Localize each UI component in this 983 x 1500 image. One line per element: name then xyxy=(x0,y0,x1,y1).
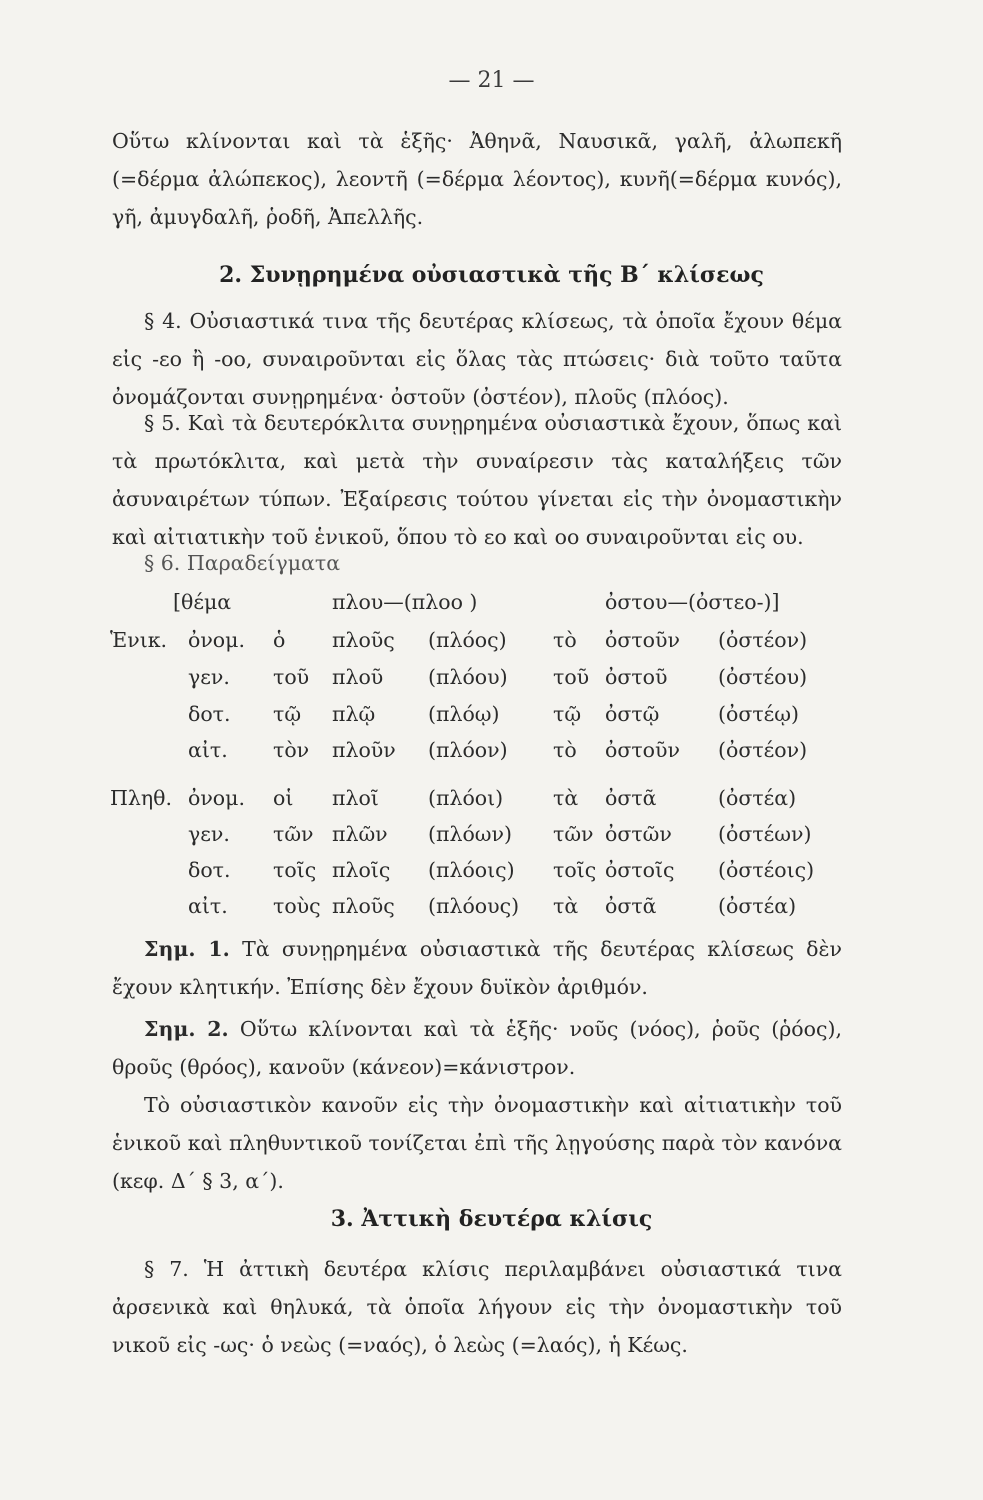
form-uncontracted-2: (ὀστέῳ) xyxy=(718,702,800,726)
header-stem-1: πλου—(πλοο ) xyxy=(332,590,478,614)
form-uncontracted-2: (ὀστέον) xyxy=(718,628,808,652)
article-2: τῶν xyxy=(553,822,594,846)
case-label: δοτ. xyxy=(188,702,231,726)
section-heading-3: 3. Ἀττικὴ δευτέρα κλίσις xyxy=(330,1206,653,1232)
case-label: δοτ. xyxy=(188,858,231,882)
case-label: γεν. xyxy=(188,822,230,846)
article-1: οἱ xyxy=(273,786,294,810)
article-1: τὸν xyxy=(273,738,310,762)
article-1: τοῖς xyxy=(273,858,317,882)
form-contracted-2: ὀστοῦ xyxy=(605,665,668,689)
form-contracted-2: ὀστᾶ xyxy=(605,786,657,810)
paradigm-header-row xyxy=(110,590,850,626)
paragraph-5: § 5. Καὶ τὰ δευτερόκλιτα συνῃρημένα οὐσιαστικὰ ἔχουν, ὅπως καὶ τὰ πρωτόκλιτα, καὶ μετὰ τὴν συναίρεσιν τὰς καταλήξεις τῶν ἀσυναιρέτων τύπων. Ἐξαίρεσις τούτου γίνεται εἰς τὴν ὀνομαστικὴν καὶ αἰτιατικὴν τοῦ ἑνικοῦ, ὅπου τὸ εο καὶ οο συναιροῦνται εἰς ου. xyxy=(112,411,842,549)
case-label: ὀνομ. xyxy=(188,786,245,810)
form-contracted-2: ὀστοῦν xyxy=(605,738,680,762)
form-uncontracted-2: (ὀστέου) xyxy=(718,665,808,689)
header-theme: [θέμα xyxy=(173,590,232,614)
paragraph-6: § 6. Παραδείγματα xyxy=(144,551,341,575)
form-uncontracted-2: (ὀστέα) xyxy=(718,894,797,918)
case-label: ὀνομ. xyxy=(188,628,245,652)
form-uncontracted-2: (ὀστέοις) xyxy=(718,858,815,882)
paragraph-4: § 4. Οὐσιαστικά τινα τῆς δευτέρας κλίσεως, τὰ ὁποῖα ἔχουν θέμα εἰς -εο ἢ -οο, συναιροῦνται εἰς ὅλας τὰς πτώσεις· διὰ τοῦτο ταῦτα ὀνομάζονται συνῃρημένα· ὀστοῦν (ὀστέον), πλοῦς (πλόος). xyxy=(112,309,842,409)
article-2: τοῖς xyxy=(553,858,597,882)
article-2: τῷ xyxy=(553,702,582,726)
form-uncontracted-1: (πλόῳ) xyxy=(428,702,500,726)
form-contracted-1: πλοῦς xyxy=(332,628,395,652)
form-contracted-1: πλοῦν xyxy=(332,738,396,762)
form-uncontracted-1: (πλόοις) xyxy=(428,858,515,882)
paradigm-row xyxy=(110,822,850,858)
form-contracted-1: πλοῖς xyxy=(332,858,391,882)
article-1: τοὺς xyxy=(273,894,321,918)
article-1: τῶν xyxy=(273,822,314,846)
article-1: τοῦ xyxy=(273,665,310,689)
form-contracted-1: πλῷ xyxy=(332,702,376,726)
row-number-label: Πληθ. xyxy=(110,786,173,810)
paradigm-row xyxy=(110,894,850,930)
article-2: τὸ xyxy=(553,628,577,652)
row-number-label: Ἑνικ. xyxy=(110,628,168,652)
article-2: τὰ xyxy=(553,786,579,810)
form-uncontracted-2: (ὀστέων) xyxy=(718,822,812,846)
form-uncontracted-1: (πλόον) xyxy=(428,738,508,762)
note-1-text: Τὰ συνῃρημένα οὐσιαστικὰ τῆς δευτέρας κλίσεως δὲν ἔχουν κλητικήν. Ἐπίσης δὲν ἔχουν δυϊκὸν ἀριθμόν. xyxy=(112,937,842,999)
paradigm-row xyxy=(110,702,850,738)
note-2-text: Οὕτω κλίνονται καὶ τὰ ἑξῆς· νοῦς (νόος), ῥοῦς (ῥόος), θροῦς (θρόος), κανοῦν (κάνεον)=κάνιστρον. xyxy=(112,1017,842,1079)
article-2: τὸ xyxy=(553,738,577,762)
note-2 xyxy=(112,1010,842,1086)
form-contracted-2: ὀστοῖς xyxy=(605,858,675,882)
form-uncontracted-2: (ὀστέα) xyxy=(718,786,797,810)
case-label: γεν. xyxy=(188,665,230,689)
paragraph-7: § 7. Ἡ ἀττικὴ δευτέρα κλίσις περιλαμβάνει οὐσιαστικά τινα ἀρσενικὰ καὶ θηλυκά, τὰ ὁποῖα λήγουν εἰς τὴν ὀνομαστικὴν τοῦ νικοῦ εἰς -ως· ὁ νεὼς (=ναός), ὁ λεὼς (=λαός), ἡ Κέως. xyxy=(112,1257,842,1357)
form-contracted-2: ὀστῶν xyxy=(605,822,672,846)
form-uncontracted-1: (πλόων) xyxy=(428,822,512,846)
note-2-label: Σημ. 2. xyxy=(144,1017,229,1041)
form-uncontracted-1: (πλόους) xyxy=(428,894,520,918)
paradigm-row xyxy=(110,858,850,894)
paradigm-row xyxy=(110,738,850,774)
accent-paragraph: Τὸ οὐσιαστικὸν κανοῦν εἰς τὴν ὀνομαστικὴν καὶ αἰτιατικὴν τοῦ ἑνικοῦ καὶ πληθυντικοῦ τονίζεται ἐπὶ τῆς λῃγούσης παρὰ τὸν κανόνα (κεφ. Δ΄ § 3, α΄). xyxy=(112,1093,842,1193)
header-stem-2: ὀστου—(ὀστεο-)] xyxy=(605,590,780,614)
paradigm-row xyxy=(110,665,850,701)
note-1-label: Σημ. 1. xyxy=(144,937,230,961)
paradigm-row xyxy=(110,628,850,664)
article-1: τῷ xyxy=(273,702,302,726)
form-contracted-2: ὀστῷ xyxy=(605,702,660,726)
form-contracted-1: πλοῖ xyxy=(332,786,379,810)
article-2: τὰ xyxy=(553,894,579,918)
form-contracted-1: πλοῦ xyxy=(332,665,384,689)
intro-paragraph: Οὕτω κλίνονται καὶ τὰ ἑξῆς· Ἀθηνᾶ, Ναυσικᾶ, γαλῆ, ἀλωπεκῆ (=δέρμα ἀλώπεκος), λεοντῆ (=δέρμα λέοντος), κυνῆ(=δέρμα κυνός), γῆ, ἀμυγδαλῆ, ῥοδῆ, Ἀπελλῆς. xyxy=(112,129,842,229)
form-contracted-2: ὀστοῦν xyxy=(605,628,680,652)
case-label: αἰτ. xyxy=(188,894,228,918)
article-1: ὁ xyxy=(273,628,286,652)
page-number: — 21 — xyxy=(448,68,535,93)
form-uncontracted-1: (πλόοι) xyxy=(428,786,504,810)
section-heading-2: 2. Συνῃρημένα οὐσιαστικὰ τῆς Β΄ κλίσεως xyxy=(219,262,764,288)
form-contracted-1: πλῶν xyxy=(332,822,388,846)
paradigm-row xyxy=(110,786,850,822)
form-contracted-2: ὀστᾶ xyxy=(605,894,657,918)
form-uncontracted-1: (πλόος) xyxy=(428,628,507,652)
case-label: αἰτ. xyxy=(188,738,228,762)
form-uncontracted-2: (ὀστέον) xyxy=(718,738,808,762)
article-2: τοῦ xyxy=(553,665,590,689)
form-uncontracted-1: (πλόου) xyxy=(428,665,508,689)
form-contracted-1: πλοῦς xyxy=(332,894,395,918)
note-1 xyxy=(112,930,842,1006)
